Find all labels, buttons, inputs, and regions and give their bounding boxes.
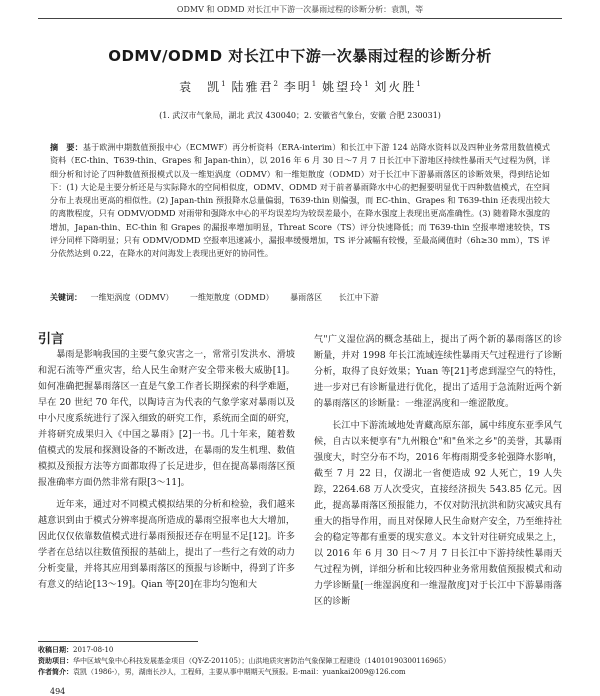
paragraph: 暴雨是影响我国的主要气象灾害之一，常常引发洪水、滑坡和泥石流等严重灾害，给人民生命财产安全带来极大威胁[1]。如何准确把握暴雨落区一直是气象工作者长期探索的科学难题，早在 20 世纪 70 年代，以陶诗言为代表的气象学家对暴雨以及中小尺度系统进行了深入细致的研究工作，系统而全面的研究，并将研究成果归入《中国之暴雨》[2]一书。几十年来，随着数值模式的发展和探测设备的不断改进，在暴雨的发生机理、数值模拟及预报方法等方面都取得了长足进步，但在提高暴雨落区预报准确率方面仍然非常有限[3～11]。 — [38, 350, 295, 488]
running-head: ODMV 和 ODMD 对长江中下游一次暴雨过程的诊断分析：袁凯，等 — [176, 5, 424, 14]
header-rule — [38, 18, 562, 19]
paragraph: 长江中下游流域地处青藏高原东部，属中纬度东亚季风气候，自古以来便享有"九州粮仓"和"鱼米之乡"的美誉，其暴雨强度大，时空分布不均，2016 年梅雨期受多轮强降水影响，截至 7 月 22 日，仅湖北一省便造成 92 人死亡，19 人失踪，2264.68 万人次受灾，直接经济损失 543.85 亿元。因此，提高暴雨落区预报能力，不仅对防汛抗洪和防灾减灾具有重大的指导作用，而且对保障人民生命财产安全，乃至维持社会的稳定等都有重要的现实意义。本文针对往研究成果之上，以 2016 年 6 月 30 日～7 月 7 日长江中下游持续性暴雨天气过程为例，详细分析和比较四种业务常用数值预报模式和动力学诊断量[一维湿涡度和一维湿散度]对于长江中下游暴雨落区的诊断 — [314, 421, 562, 607]
section-title: 引言 — [38, 332, 65, 347]
paragraph: 近年来，通过对不同模式模拟结果的分析和检验，我们越来越意识到由于模式分辨率提高所造成的暴雨空报率也大大增加，因此仅仅依靠数值模式进行暴雨预报还存在明显不足[12]。许多学者在总结以往数值预报的基础上，提出了一些行之有效的动力分析变量，并将其应用到暴雨落区的预报与诊断中，得到了许多有意义的结论[13～19]。Qian 等[20]在非均匀饱和大 — [38, 500, 295, 590]
keyword: 一维矩涡度（ODMV） — [90, 293, 174, 302]
keyword: 长江中下游 — [338, 293, 379, 302]
author-list — [0, 78, 600, 95]
footnote-funding: 资助项目：华中区域气象中心科技发展基金项目（QY-Z-201105）；山洪地质灾害防治气象保障工程建设（14010190300116965） — [38, 657, 451, 665]
abstract-text: 基于欧洲中期数值预报中心（ECMWF）再分析资料（ERA-interim）和长江中下游 124 站降水资料以及四种业务常用数值模式资料（EC-thin、T639-thin、Grapes 和 Japan-thin），以 2016 年 6 月 30 日～7 月 7 日长江中下游地区持续性暴雨天气过程为例，详细分析和讨论了四种数值预报模式以及一维矩涡度（ODMV）和一维矩散度（ODMD）对于长江中下游暴雨落区的诊断效果，得到结论如下：(1) 大论是主要分析还是与实际降水的空间相似度，ODMV、ODMD 对于前者暴雨降水中心的把握要明显优于四种数值模式，在空间分布上表现出更高的相似性。(2) Japan-thin 预报降水总量偏弱，T639-thin 则偏强，而 EC-thin、Grapes 和 T639-thin 还表现出较大的离散程度，只有 ODMV/ODMD 对雨带和强降水中心的平均误差均为较误差最小，在降水强度上表现出更高准确性。(3) 随着降水强度的增加，Japan-thin、EC-thin 和 Grapes 的漏报率增加明显，Threat Score（TS）评分快速降低；而 T639-thin 空报率增速较快，TS 评分同样下降明显；只有 ODMV/ODMD 空报率迅速减小，漏报率缓慢增加，TS 评分减幅有较慢，至最高阈值时（6h≥30 mm），TS 评分依然达到 0.22，在降水的对问海发上表现出更好的协同性。 — [50, 142, 550, 259]
paragraph: 气"广义湿位涡的概念基础上，提出了两个新的暴雨落区的诊断量，并对 1998 年长江流域连续性暴雨天气过程进行了诊断分析，取得了良好效果；Yuan 等[21]考虑到湿空气的特性，进一步对已有诊断量进行优化，提出了适用于急流附近两个新的暴雨落区的诊断量：一维涩涡度和一维涩散度。 — [314, 335, 562, 409]
keyword: 一维矩散度（ODMD） — [190, 293, 274, 302]
author: 姚望玲$^1$ — [322, 80, 369, 94]
paper-title: ODMV/ODMD 对长江中下游一次暴雨过程的诊断分析 — [108, 47, 492, 65]
affiliations: (1. 武汉市气象局，湖北 武汉 430040；2. 安徽省气象台，安徽 合肥 230031) — [159, 111, 441, 120]
author: 陆雅君$^2$ — [231, 80, 278, 94]
page-number: 494 — [50, 687, 66, 696]
abstract — [50, 141, 550, 261]
footnote-author-bio: 作者简介：袁凯（1986-），男，湖南长沙人，工程师，主要从事中期期天气预报。E-mail：yuankai2009@126.com — [38, 668, 406, 676]
left-column — [38, 347, 295, 599]
right-column — [314, 332, 562, 616]
author: 李明$^1$ — [283, 80, 317, 94]
abstract-label: 摘 要： — [50, 142, 83, 152]
keywords — [50, 292, 550, 303]
footnote-rule — [38, 641, 198, 642]
footnotes — [38, 645, 568, 678]
keywords-label: 关键词： — [50, 293, 82, 302]
author: 袁 凯$^1$ — [179, 80, 226, 94]
keyword: 暴雨落区 — [290, 293, 323, 302]
author: 刘火胜$^1$ — [374, 80, 421, 94]
footnote-received: 收稿日期：2017-08-10 — [38, 646, 114, 654]
